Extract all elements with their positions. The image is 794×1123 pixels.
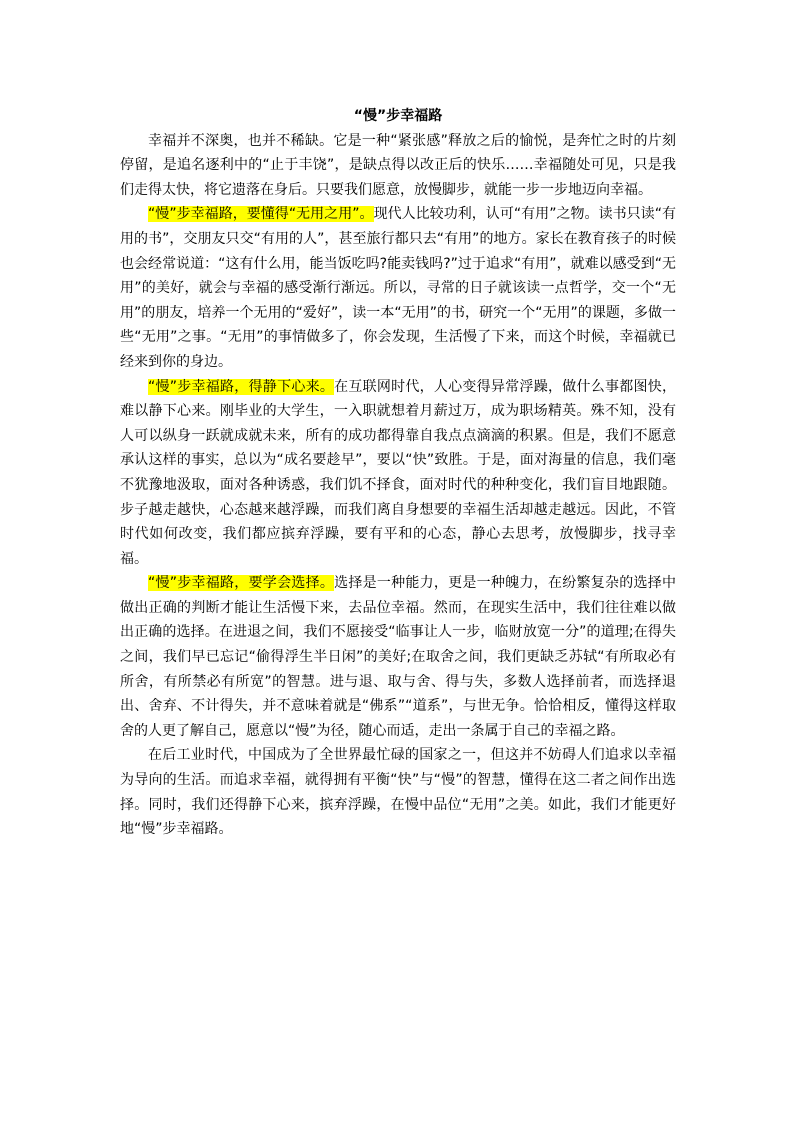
highlighted-lead: “慢”步幸福路，要懂得“无用之用”。	[148, 206, 374, 223]
paragraph-4	[120, 571, 676, 743]
article-title: “慢”步幸福路	[353, 108, 443, 124]
paragraph-1	[120, 129, 676, 203]
highlighted-lead: “慢”步幸福路，要学会选择。	[148, 575, 335, 592]
paragraph-text: 在互联网时代，人心变得异常浮躁，做什么事都图快，难以静下心来。刚毕业的大学生，一入职就想着月薪过万，成为职场精英。殊不知，没有人可以纵身一跃就成就未来，所有的成功都得靠自我点点滴滴的积累。但是，我们不愿意承认这样的事实，总以为“成名要趁早”，要以“快”致胜。于是，面对海量的信息，我们毫不犹豫地汲取，面对各种诱惑，我们饥不择食，面对时代的种种变化，我们盲目地跟随。步子越走越快，心态越来越浮躁，而我们离自身想要的幸福生活却越走越远。因此，不管时代如何改变，我们都应摈弃浮躁，要有平和的心态，静心去思考，放慢脚步，找寻幸福。	[120, 378, 677, 567]
paragraph-3	[120, 375, 676, 572]
highlighted-lead: “慢”步幸福路，得静下心来。	[148, 378, 335, 395]
paragraph-text: 幸福并不深奥，也并不稀缺。它是一种“紧张感”释放之后的愉悦，是奔忙之时的片刻停留，是追名逐利中的“止于丰饶”，是缺点得以改正后的快乐……幸福随处可见，只是我们走得太快，将它遗落在身后。只要我们愿意，放慢脚步，就能一步一步地迈向幸福。	[120, 132, 676, 198]
paragraph-text: 现代人比较功利，认可“有用”之物。读书只读“有用的书”，交朋友只交“有用的人”，甚至旅行都只去“有用”的地方。家长在教育孩子的时候也会经常说道：“这有什么用，能当饭吃吗?能卖钱吗?”过于追求“有用”，就难以感受到“无用”的美好，就会与幸福的感受渐行渐远。所以，寻常的日子就该读一点哲学，交一个“无用”的朋友，培养一个无用的“爱好”，读一本“无用”的书，研究一个“无用”的课题，多做一些“无用”之事。“无用”的事情做多了，你会发现，生活慢了下来，而这个时候，幸福就已经来到你的身边。	[120, 206, 676, 370]
paragraph-text: 选择是一种能力，更是一种魄力，在纷繁复杂的选择中做出正确的判断才能让生活慢下来，去品位幸福。然而，在现实生活中，我们往往难以做出正确的选择。在进退之间，我们不愿接受“临事让人一步，临财放宽一分”的道理;在得失之间，我们早已忘记“偷得浮生半日闲”的美好;在取舍之间，我们更缺乏苏轼“有所取必有所舍，有所禁必有所宽”的智慧。进与退、取与舍、得与失，多数人选择前者，而选择退出、舍弃、不计得失，并不意味着就是“佛系”“道系”，与世无争。恰恰相反，懂得这样取舍的人更了解自己，愿意以“慢”为径，随心而适，走出一条属于自己的幸福之路。	[120, 575, 677, 739]
article	[120, 104, 676, 842]
paragraph-text: 在后工业时代，中国成为了全世界最忙碌的国家之一，但这并不妨碍人们追求以幸福为导向的生活。而追求幸福，就得拥有平衡“快”与“慢”的智慧，懂得在这二者之间作出选择。同时，我们还得静下心来，摈弃浮躁，在慢中品位“无用”之美。如此，我们才能更好地“慢”步幸福路。	[120, 747, 676, 838]
paragraph-5	[120, 743, 676, 841]
paragraph-2	[120, 202, 676, 374]
